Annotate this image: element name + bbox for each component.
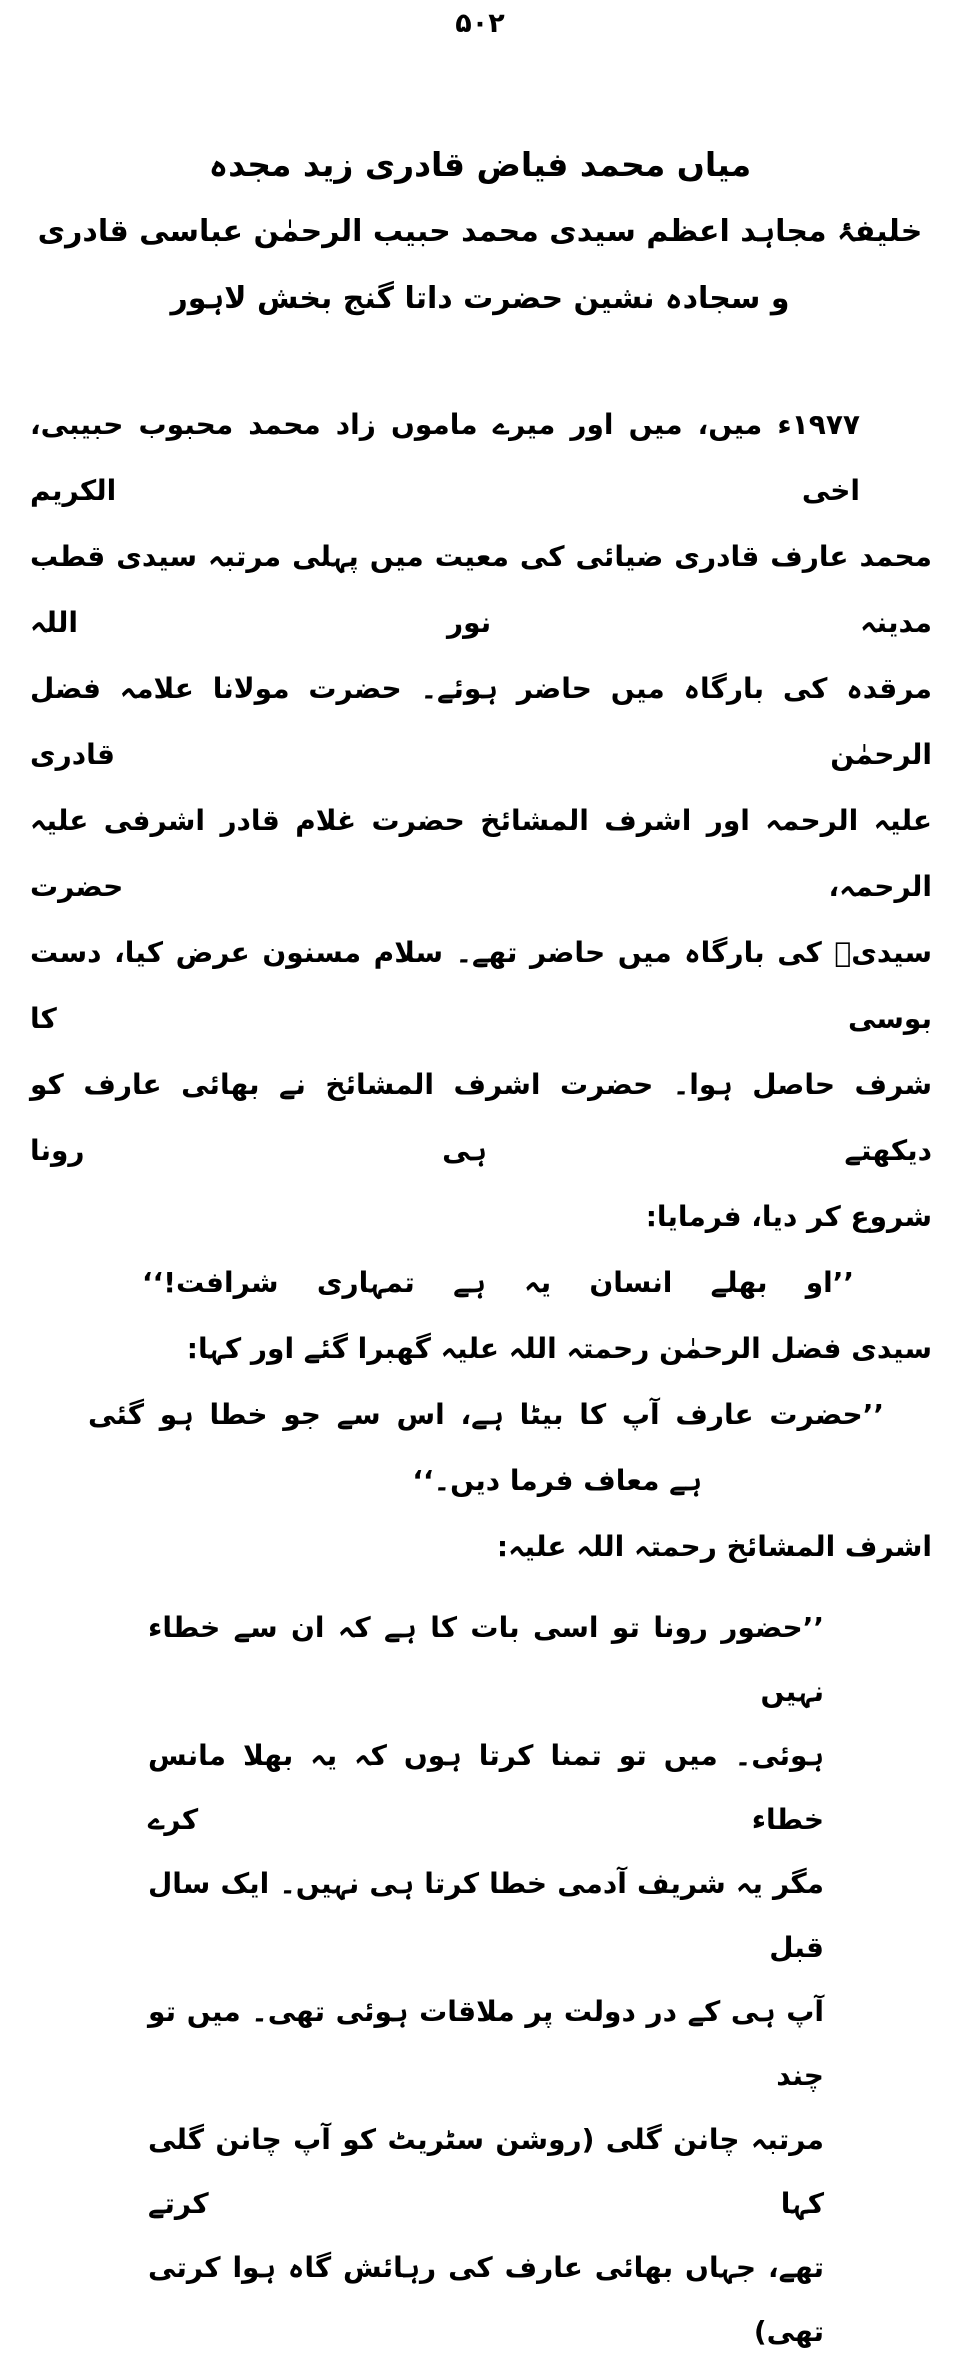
paragraph-line: شرف حاصل ہوا۔ حضرت اشرف المشائخ نے بھائی عارف کو دیکھتے ہی رونا (30, 1068, 932, 1167)
body-text (0, 392, 960, 2364)
paragraph-line: مرقدہ کی بارگاہ میں حاضر ہوئے۔ حضرت مولانا علامہ فضل الرحمٰن قادری (30, 672, 932, 771)
page-number: ۵۰۲ (455, 8, 505, 39)
quotation-line: ہے معاف فرما دیں۔‘‘ (412, 1464, 702, 1497)
heading-line-2: خلیفۂ مجاہد اعظم سیدی محمد حبیب الرحمٰن عباسی قادری (37, 214, 923, 249)
quotation-line: مرتبہ چانن گلی (روشن سٹریٹ کو آپ چانن گلی کہا کرتے (148, 2123, 824, 2220)
paragraph-line: ۱۹۷۷ء میں، میں اور میرے ماموں زاد محمد محبوب حبیبی، اخی الکریم (30, 408, 860, 507)
quotation-line: ہوئی۔ میں تو تمنا کرتا ہوں کہ یہ بھلا مانس خطاء کرے (148, 1739, 824, 1836)
paragraph-line: شروع کر دیا، فرمایا: (645, 1200, 932, 1233)
quotation-line: ’’حضور رونا تو اسی بات کا ہے کہ ان سے خطاء نہیں (148, 1611, 824, 1708)
paragraph-line: اشرف المشائخ رحمتہ اللہ علیہ: (496, 1530, 932, 1563)
quotation-line: ’’او بھلے انسان یہ ہے تمہاری شرافت!‘‘ (142, 1266, 854, 1299)
quotation-line: ’’حضرت عارف آپ کا بیٹا ہے، اس سے جو خطا ہو گئی (88, 1398, 884, 1431)
paragraph-line: سیدیؒ کی بارگاہ میں حاضر تھے۔ سلام مسنون عرض کیا، دست بوسی کا (30, 936, 932, 1035)
heading-line-1: میاں محمد فیاض قادری زید مجدہ (208, 145, 752, 184)
quotation-line: مگر یہ شریف آدمی خطا کرتا ہی نہیں۔ ایک سال قبل (148, 1867, 824, 1964)
chapter-heading (0, 131, 960, 332)
quotation-block (148, 1596, 824, 2364)
paragraph-line: سیدی فضل الرحمٰن رحمتہ اللہ علیہ گھبرا گئے اور کہا: (186, 1332, 932, 1365)
quotation-line: تھے، جہاں بھائی عارف کی رہائش گاہ ہوا کرتی تھی) (148, 2251, 824, 2348)
heading-line-3: و سجادہ نشین حضرت داتا گنج بخش لاہور (170, 281, 790, 316)
quotation-line: آپ ہی کے در دولت پر ملاقات ہوئی تھی۔ میں تو چند (148, 1995, 824, 2092)
paragraph-line: محمد عارف قادری ضیائی کی معیت میں پہلی مرتبہ سیدی قطب مدینہ نور اللہ (30, 540, 932, 639)
paragraph-line: علیہ الرحمہ اور اشرف المشائخ حضرت غلام قادر اشرفی علیہ الرحمہ، حضرت (30, 804, 932, 903)
